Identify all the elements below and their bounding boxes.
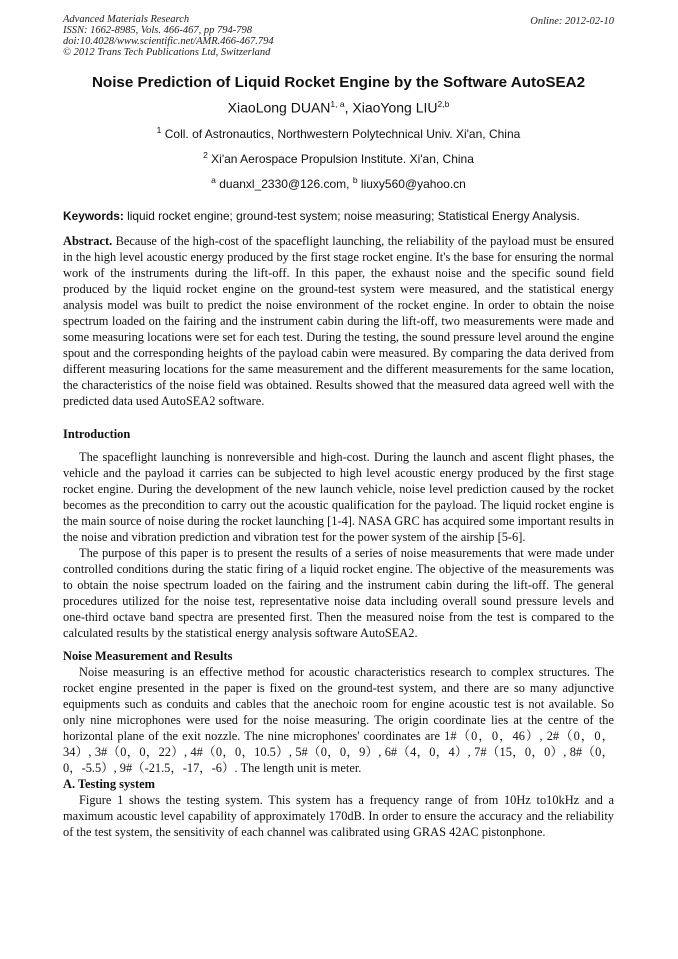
affiliation-1-sup: 1 [156,124,162,135]
author-2: XiaoYong LIU [352,99,438,116]
introduction-heading: Introduction [63,426,131,441]
affiliation-1 [63,120,614,145]
paper-page [63,14,614,840]
online-date: Online: 2012-02-10 [530,16,614,27]
author-1: XiaoLong DUAN [227,99,331,116]
issn-line: ISSN: 1662-8985, Vols. 466-467, pp 794-798 [63,25,252,36]
doi-line: doi:10.4028/www.scientific.net/AMR.466-467.794 [63,36,274,47]
author-separator: , [344,99,353,116]
noise-measurement-heading: Noise Measurement and Results [63,648,233,663]
running-header [63,14,614,58]
email-a: duanxl_2330@126.com, [215,176,353,191]
email-b-sup: b [352,174,358,185]
introduction-paragraph-2: The purpose of this paper is to present the results of a series of noise measurements that were made under controlled conditions during the static firing of a liquid rocket engine. The objective of the measurements was to obtain the noise spectrum loaded on the fairing and the instrument cabin during the lift-off. The general procedures utilized for the noise test, representative noise data including overall sound pressure levels and one-third octave band spectra are presented first. Then the measured noise from the test is compared to the calculated results by the statistical energy analysis software AutoSEA2. [63,545,614,640]
affiliation-2-sup: 2 [203,149,208,160]
testing-system-heading: A. Testing system [63,776,155,791]
introduction-paragraph-1: The spaceflight launching is nonreversible and high-cost. During the launch and ascent flight phases, the vehicle and the payload it carries can be subjected to high level acoustic energy produced by the first stage rocket engine. During the development of the new launch vehicle, noise level prediction caused by the rocket becomes as the precondition to carry out the acoustic qualification for the payload. The liquid rocket engine is the main source of noise during the rocket launching [1-4]. NASA GRC has acquired some important results in the noise and vibration prediction and vibration test for the power system of the airship [5-6]. [63,449,614,544]
abstract-label: Abstract. [63,233,113,248]
abstract-text: Because of the high-cost of the spaceflight launching, the reliability of the payload must be ensured in the high level acoustic energy produced by the first stage rocket engine. It's the base for ensuring the normal work of the instruments during the lift-off. In this paper, the exhaust noise and the specific sound field produced by the liquid rocket engine on the ground-test system were measured, and the statistical energy analysis model was built to predict the noise environment of the rocket engine. In order to obtain the noise spectrum loaded on the fairing and the instrument cabin during the lift-off, two measurements were made and some measuring locations were set for each test. During the testing, the sound pressure level around the engine spout and the corresponding heights of the payload cabin were measured. By comparing the data derived from different measuring locations for the same measurement and the different measurements for the same location, the characteristics of the noise field was obtained. Results showed that the measured data agreed well with the predicted data used AutoSEA2 software. [63,233,614,408]
affiliation-2 [63,145,614,170]
author-2-sup: 2,b [437,99,450,109]
author-emails [63,170,614,195]
affiliation-1-text: Coll. of Astronautics, Northwestern Polytechnical Univ. Xi'an, China [161,126,521,141]
keywords-label: Keywords: [63,208,124,223]
journal-name: Advanced Materials Research [63,14,190,25]
author-1-sup: 1, a [330,99,345,109]
paper-title: Noise Prediction of Liquid Rocket Engine by the Software AutoSEA2 [91,74,586,91]
keywords [63,208,614,224]
copyright-line: © 2012 Trans Tech Publications Ltd, Switzerland [63,47,271,58]
abstract [63,233,614,409]
email-b: liuxy560@yahoo.cn [357,176,466,191]
testing-system-paragraph: Figure 1 shows the testing system. This system has a frequency range of from 10Hz to10kHz and a maximum acoustic level capability of approximately 170dB. In order to ensure the accuracy and the reliability of the test system, the sensitivity of each channel was calibrated using GRAS 42AC pistonphone. [63,792,614,839]
noise-measurement-paragraph: Noise measuring is an effective method for acoustic characteristics research to complex structures. The rocket engine presented in the paper is fixed on the ground-test system, and there are so many adjunctive equipments such as conduits and cables that the anechoic room for engine acoustic test is not available. So only nine microphones were used for the noise measuring. The origin coordinate lies at the centre of the horizontal plane of the exit nozzle. The nine microphones' coordinates are 1#（0，0，46）, 2#（0，0，34）, 3#（0，0，22）, 4#（0，0，10.5）, 5#（0，0，9）, 6#（4，0，4）, 7#（15，0，0）, 8#（0，0，-5.5）, 9#（-21.5，-17，-6）. The length unit is meter. [63,664,614,775]
affiliation-2-text: Xi'an Aerospace Propulsion Institute. Xi'an, China [207,151,474,166]
keywords-text: liquid rocket engine; ground-test system; noise measuring; Statistical Energy Analysis. [123,208,580,223]
email-a-sup: a [211,174,216,185]
author-list [63,95,614,117]
